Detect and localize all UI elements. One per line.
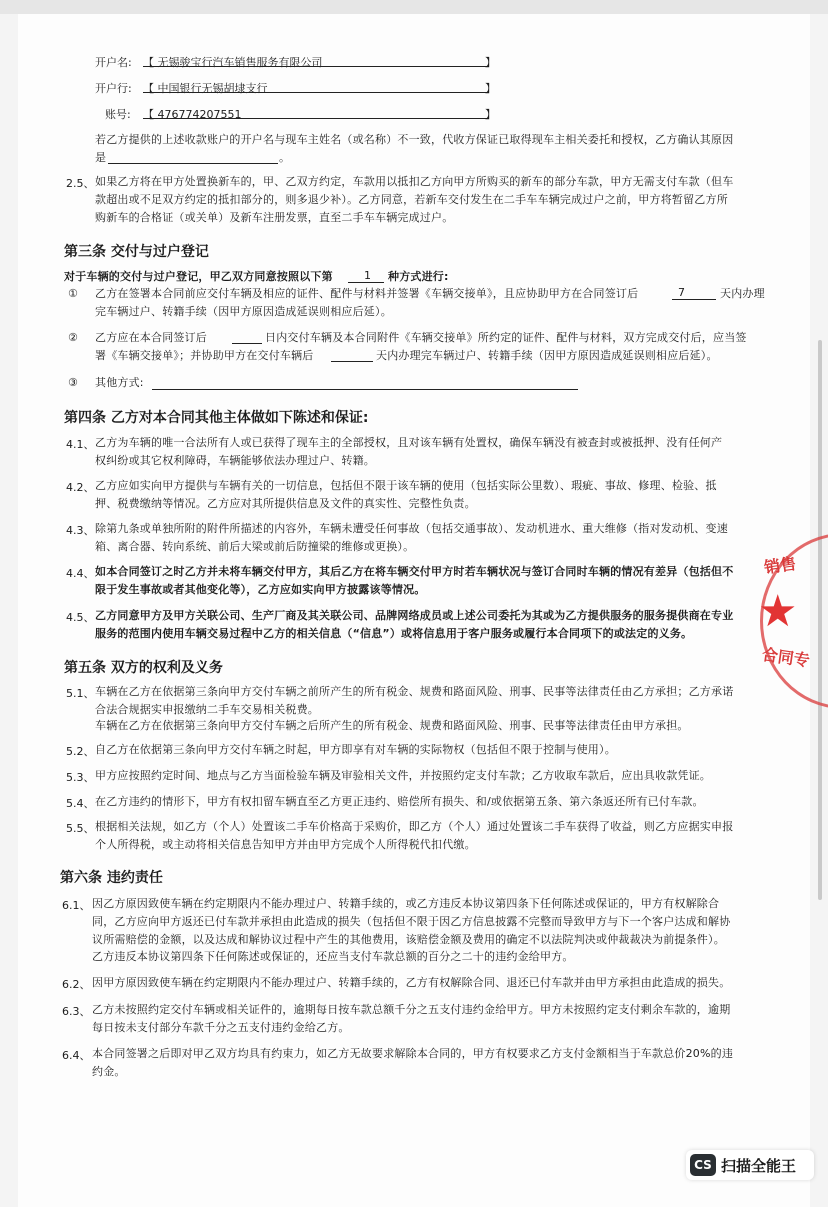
account-number-close: 】 bbox=[485, 108, 496, 121]
section-3-method-value: 1 bbox=[364, 269, 371, 282]
clause-4-1-line1: 乙方为车辆的唯一合法所有人或已获得了现车主的全部授权，且对该车辆有处置权，确保车辆没有被查封或被抵押、没有任何产 bbox=[95, 436, 723, 449]
option-1-line2: 完车辆过户、转籍手续（因甲方原因造成延误则相应后延）。 bbox=[95, 305, 392, 318]
clause-4-2-line1: 乙方应如实向甲方提供与车辆有关的一切信息，包括但不限于该车辆的使用（包括实际公里数）、瑕疵、事故、修理、检验、抵 bbox=[95, 479, 717, 492]
clause-6-4-line1: 本合同签署之后即对甲乙双方均具有约束力，如乙方无故要求解除本合同的，甲方有权要求乙方支付金额相当于车款总价20%的违 bbox=[92, 1047, 734, 1060]
section-5-title: 第五条 双方的权利及义务 bbox=[64, 660, 223, 676]
account-note-prefix: 是 bbox=[95, 151, 107, 164]
option-2-number: ② bbox=[68, 331, 78, 344]
account-name-value: 【 无锡骏宝行汽车销售服务有限公司 bbox=[143, 56, 323, 69]
clause-6-2-line1: 因甲方原因致使车辆在约定期限内不能办理过户、转籍手续的，乙方有权解除合同、退还已付车款并由甲方承担由此造成的损失。 bbox=[92, 976, 731, 989]
clause-5-2-number: 5.2、 bbox=[66, 745, 95, 758]
company-seal bbox=[752, 525, 828, 715]
clause-5-3-line1: 甲方应按照约定时间、地点与乙方当面检验车辆及审验相关文件，并按照约定支付车款；乙方收取车款后，应出具收款凭证。 bbox=[95, 769, 711, 782]
option-2-transfer-underline bbox=[331, 349, 373, 362]
section-6-title: 第六条 违约责任 bbox=[60, 870, 163, 886]
clause-5-2-line1: 自乙方在依据第三条向甲方交付车辆之时起，甲方即享有对车辆的实际物权（包括但不限于控制与使用）。 bbox=[95, 743, 616, 756]
account-name-underline bbox=[143, 54, 489, 67]
option-2-days-underline bbox=[232, 331, 262, 344]
clause-4-5-number: 4.5、 bbox=[66, 611, 95, 624]
clause-5-5-line1: 根据相关法规，如乙方（个人）处置该二手车价格高于采购价，即乙方（个人）通过处置该二手车获得了收益，则乙方应据实申报 bbox=[95, 820, 734, 833]
seal-text-bottom: 合同专 bbox=[760, 644, 811, 671]
option-2-line1b: 日内交付车辆及本合同附件《车辆交接单》所约定的证件、配件与材料，双方完成交付后，应当签 bbox=[265, 331, 747, 344]
top-bar bbox=[0, 0, 828, 14]
account-name-close: 】 bbox=[485, 56, 496, 69]
account-number-underline bbox=[143, 106, 489, 119]
clause-4-4-number: 4.4、 bbox=[66, 567, 95, 580]
clause-5-4-line1: 在乙方违约的情形下，甲方有权扣留车辆直至乙方更正违约、赔偿所有损失、和/或依据第五条、第六条返还所有已付车款。 bbox=[95, 795, 704, 808]
camscanner-icon: CS bbox=[690, 1154, 716, 1176]
clause-4-1-line2: 权纠纷或其它权利障碍，车辆能够依法办理过户、转籍。 bbox=[95, 454, 375, 467]
seal-star-icon: ★ bbox=[758, 586, 798, 637]
clause-5-5-line2: 个人所得税，或主动将相关信息告知甲方并由甲方完成个人所得税代扣代缴。 bbox=[95, 838, 476, 851]
account-note-suffix: 。 bbox=[279, 151, 291, 164]
clause-5-1-line2: 合法合规据实申报缴纳二手车交易相关税费。 bbox=[95, 703, 319, 716]
clause-2-5-line1: 如果乙方将在甲方处置换新车的，甲、乙双方约定，车款用以抵扣乙方向甲方所购买的新车的部分车款，甲方无需支付车款（但车 bbox=[95, 175, 734, 188]
option-1-line1a: 乙方在签署本合同前应交付车辆及相应的证件、配件与材料并签署《车辆交接单》，且应协助甲方在合同签订后 bbox=[95, 287, 639, 300]
account-number-label: 账号: bbox=[105, 108, 131, 121]
section-3-intro-suffix: 种方式进行: bbox=[388, 270, 449, 283]
account-bank-close: 】 bbox=[485, 82, 496, 95]
clause-5-1-line1: 车辆在乙方在依据第三条向甲方交付车辆之前所产生的所有税金、规费和路面风险、刑事、民事等法律责任由乙方承担；乙方承诺 bbox=[95, 685, 734, 698]
clause-4-3-line1: 除第九条或单独所附的附件所描述的内容外，车辆未遭受任何事故（包括交通事故）、发动机进水、重大维修（指对发动机、变速 bbox=[95, 522, 728, 535]
clause-6-1-line4: 乙方违反本协议第四条下任何陈述或保证的，还应当支付车款总额的百分之二十的违约金给甲方。 bbox=[92, 950, 574, 963]
clause-5-3-number: 5.3、 bbox=[66, 771, 95, 784]
account-bank-underline bbox=[143, 80, 489, 93]
account-bank-value: 【 中国银行无锡胡埭支行 bbox=[143, 82, 268, 95]
account-bank-label: 开户行: bbox=[95, 82, 132, 95]
option-1-number: ① bbox=[68, 287, 78, 300]
option-3-number: ③ bbox=[68, 376, 78, 389]
clause-6-4-number: 6.4、 bbox=[62, 1049, 91, 1062]
clause-6-4-line2: 约金。 bbox=[92, 1065, 126, 1078]
clause-6-2-number: 6.2、 bbox=[62, 978, 91, 991]
clause-6-3-line2: 每日按未支付部分车款千分之五支付违约金给乙方。 bbox=[92, 1021, 350, 1034]
scanner-watermark[interactable] bbox=[686, 1150, 814, 1180]
option-3-label: 其他方式: bbox=[95, 376, 144, 389]
clause-4-4-line2: 限于发生事故或者其他变化等），乙方应如实向甲方披露该等情况。 bbox=[95, 583, 426, 596]
clause-6-3-line1: 乙方未按照约定交付车辆或相关证件的，逾期每日按车款总额千分之五支付违约金给甲方。甲方未按照约定支付剩余车款的，逾期 bbox=[92, 1003, 731, 1016]
option-1-line1b: 天内办理 bbox=[720, 287, 765, 300]
clause-6-1-line3: 议所需赔偿的金额，以及达成和解协议过程中产生的其他费用，该赔偿金额及费用的确定不以法院判决或仲裁裁决为前提条件）。 bbox=[92, 933, 725, 946]
clause-4-5-line1: 乙方同意甲方及甲方关联公司、生产厂商及其关联公司、品牌网络成员或上述公司委托为其或为乙方提供服务的服务提供商在专业 bbox=[95, 609, 734, 622]
clause-2-5-number: 2.5、 bbox=[66, 177, 95, 190]
scanner-watermark-label: 扫描全能王 bbox=[721, 1157, 797, 1175]
clause-4-3-number: 4.3、 bbox=[66, 524, 95, 537]
clause-6-1-number: 6.1、 bbox=[62, 899, 91, 912]
section-3-intro-prefix: 对于车辆的交付与过户登记，甲乙双方同意按照以下第 bbox=[64, 270, 333, 283]
clause-6-1-line2: 同，乙方应向甲方返还已付车款并承担由此造成的损失（包括但不限于因乙方信息披露不完整而导致甲方与下一个客户达成和解协 bbox=[92, 915, 731, 928]
reason-blank bbox=[108, 151, 278, 164]
section-4-title: 第四条 乙方对本合同其他主体做如下陈述和保证: bbox=[64, 410, 369, 426]
clause-5-4-number: 5.4、 bbox=[66, 797, 95, 810]
account-note-line1: 若乙方提供的上述收款账户的开户名与现车主姓名（或名称）不一致，代收方保证已取得现车主相关委托和授权，乙方确认其原因 bbox=[95, 133, 734, 146]
option-2-line2b: 天内办理完车辆过户、转籍手续（因甲方原因造成延误则相应后延）。 bbox=[376, 349, 718, 362]
account-name-label: 开户名: bbox=[95, 56, 132, 69]
clause-4-1-number: 4.1、 bbox=[66, 438, 95, 451]
option-2-line2a: 署《车辆交接单》；并协助甲方在交付车辆后 bbox=[95, 349, 314, 362]
clause-4-4-line1: 如本合同签订之时乙方并未将车辆交付甲方，其后乙方在将车辆交付甲方时若车辆状况与签订合同时车辆的情况有差异（包括但不 bbox=[95, 565, 734, 578]
option-3-underline bbox=[152, 377, 578, 390]
seal-text-top: 销售 bbox=[762, 553, 798, 578]
clause-4-5-line2: 服务的范围内使用车辆交易过程中乙方的相关信息（“信息”）或将信息用于客户服务或履行本合同项下的或法定的义务。 bbox=[95, 627, 693, 640]
clause-2-5-line2: 款超出或不足双方约定的抵扣部分的，则多退少补）。乙方同意，若新车交付发生在二手车车辆完成过户之前，甲方将暂留乙方所 bbox=[95, 193, 728, 206]
clause-4-2-line2: 押、税费缴纳等情况。乙方应对其所提供信息及文件的真实性、完整性负责。 bbox=[95, 497, 476, 510]
account-number-value: 【 476774207551 bbox=[143, 108, 242, 121]
section-3-title: 第三条 交付与过户登记 bbox=[64, 244, 209, 260]
clause-5-5-number: 5.5、 bbox=[66, 822, 95, 835]
option-2-line1a: 乙方应在本合同签订后 bbox=[95, 331, 207, 344]
clause-2-5-line3: 购新车的合格证（或关单）及新车注册发票，直至二手车车辆完成过户。 bbox=[95, 211, 454, 224]
clause-6-3-number: 6.3、 bbox=[62, 1005, 91, 1018]
clause-5-1-number: 5.1、 bbox=[66, 687, 95, 700]
clause-5-1-line3: 车辆在乙方在依据第三条向甲方交付车辆之后所产生的所有税金、规费和路面风险、刑事、民事等法律责任由甲方承担。 bbox=[95, 719, 689, 732]
clause-4-2-number: 4.2、 bbox=[66, 481, 95, 494]
option-1-days-value: 7 bbox=[678, 286, 685, 299]
clause-6-1-line1: 因乙方原因致使车辆在约定期限内不能办理过户、转籍手续的，或乙方违反本协议第四条下任何陈述或保证的，甲方有权解除合 bbox=[92, 897, 720, 910]
clause-4-3-line2: 箱、离合器、转向系统、前后大梁或前后防撞梁的维修或更换）。 bbox=[95, 540, 415, 553]
